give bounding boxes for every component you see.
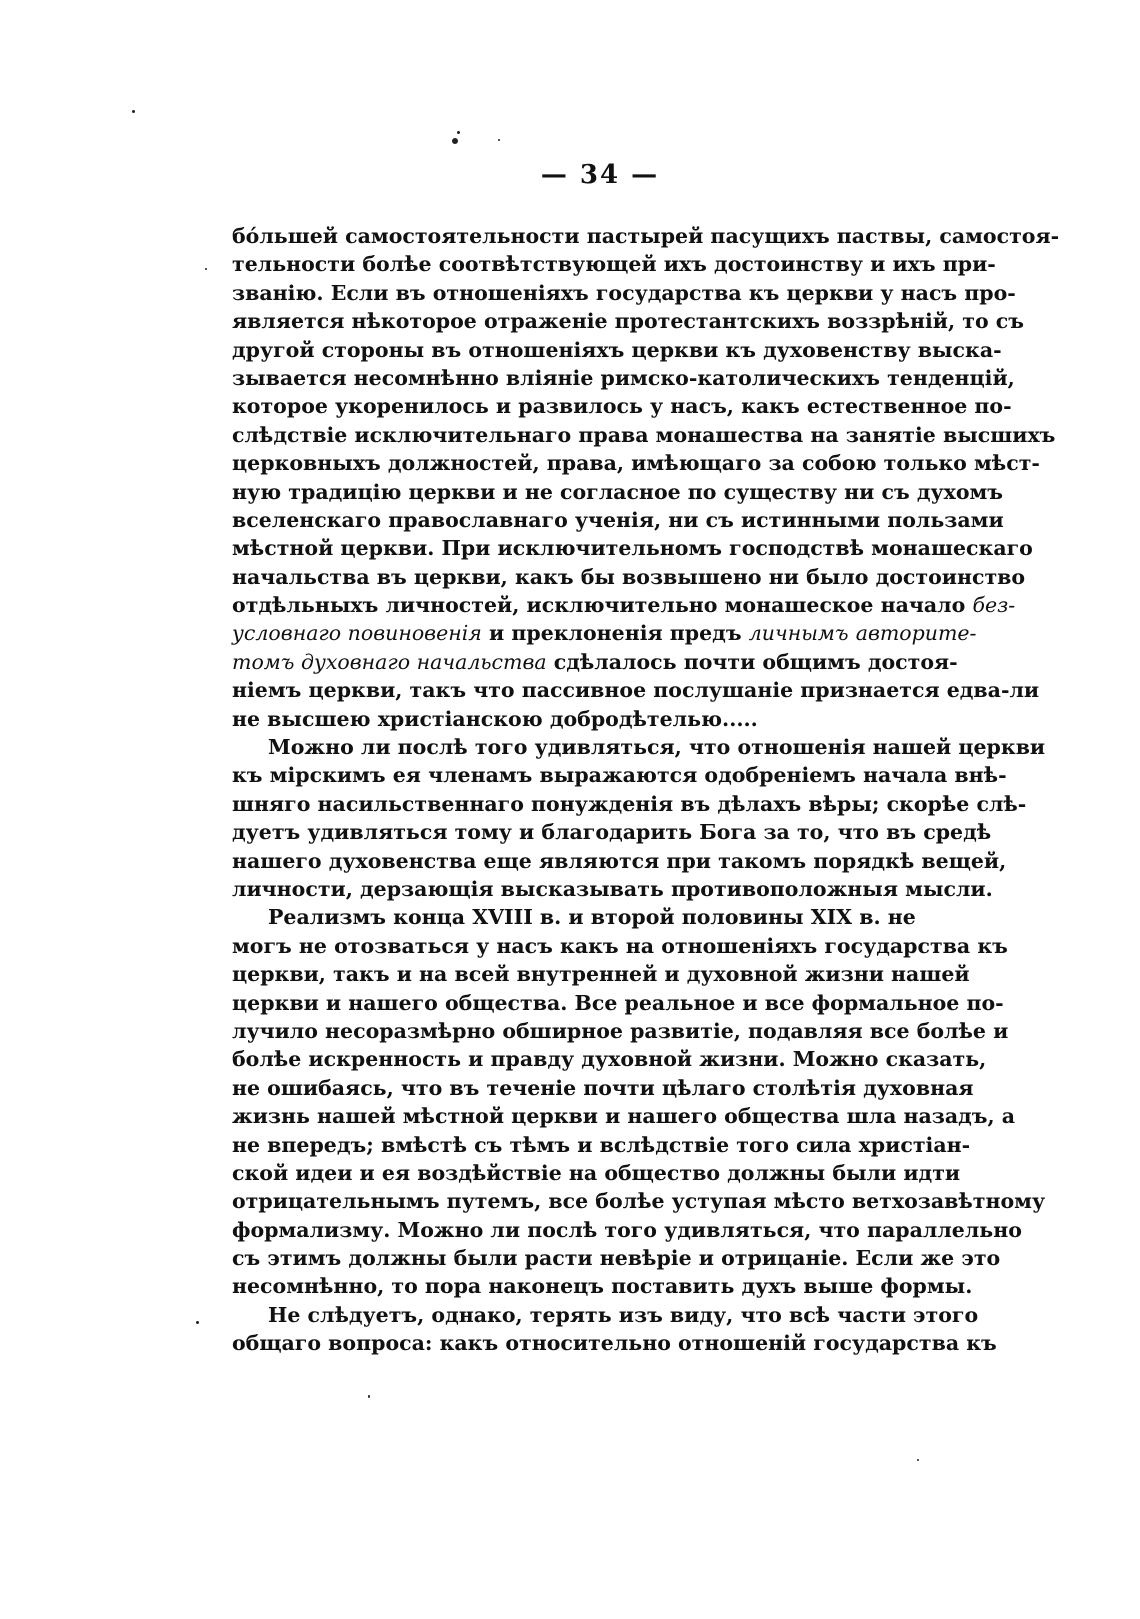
text-line: не ошибаясь, что въ теченіе почти цѣлаго столѣтія духовная xyxy=(232,1075,974,1100)
text-line: не впередъ; вмѣстѣ съ тѣмъ и вслѣдствіе того сила христіан- xyxy=(232,1132,971,1157)
text-line: отрицательнымъ путемъ, все болѣе уступая мѣсто ветхозавѣтному xyxy=(232,1189,1046,1214)
scan-speck xyxy=(205,268,207,270)
text-line: мѣстной церкви. При исключительномъ господствѣ монашескаго xyxy=(232,536,1033,561)
text-line: слѣдствіе исключительнаго права монашества на занятіе высшихъ xyxy=(232,422,1056,447)
text-line: личности, дерзающія высказывать противоположныя мысли. xyxy=(232,876,993,901)
italic-segment: условнаго повиновенія xyxy=(232,621,482,646)
scan-speck xyxy=(452,138,458,144)
italic-segment: без- xyxy=(972,593,1016,618)
text-line: церкви, такъ и на всей внутренней и духовной жизни нашей xyxy=(232,962,970,987)
text-line: лучило несоразмѣрно обширное развитіе, подавляя все болѣе и xyxy=(232,1018,1009,1043)
text-segment: сдѣлалось почти общимъ достоя- xyxy=(553,649,958,674)
italic-segment: личнымъ xyxy=(748,621,849,646)
text-line: съ этимъ должны были расти невѣріе и отрицаніе. Если же это xyxy=(232,1246,1001,1271)
body-text xyxy=(232,222,1060,1358)
italic-segment: авторите- xyxy=(855,621,977,646)
scan-speck xyxy=(457,131,460,134)
text-line: тельности болѣе соотвѣтствующей ихъ достоинству и ихъ при- xyxy=(232,252,996,277)
text-line: Реализмъ конца XVIII в. и второй половины XIX в. не xyxy=(268,905,916,930)
text-line: начальства въ церкви, какъ бы возвышено ни было достоинство xyxy=(232,564,1026,589)
text-line: которое укоренилось и развилось у насъ, какъ естественное по- xyxy=(232,394,1012,419)
text-line: церковныхъ должностей, права, имѣющаго за собою только мѣст- xyxy=(232,451,1040,476)
scan-speck xyxy=(498,139,500,141)
text-line: другой стороны въ отношеніяхъ церкви къ духовенству выска- xyxy=(232,337,1002,362)
text-line xyxy=(232,591,1016,619)
text-line: нашего духовенства еще являются при такомъ порядкѣ вещей, xyxy=(232,848,1007,873)
text-line: Не слѣдуетъ, однако, терять изъ виду, что всѣ части этого xyxy=(268,1302,979,1327)
text-line: жизнь нашей мѣстной церкви и нашего общества шла назадъ, а xyxy=(232,1104,1016,1129)
scan-speck xyxy=(196,1321,199,1324)
text-line: зывается несомнѣнно вліяніе римско-католическихъ тенденцій, xyxy=(232,365,1015,390)
text-segment: отдѣльныхъ личностей, исключительно монашеское начало xyxy=(232,593,966,618)
text-line: формализму. Можно ли послѣ того удивляться, что параллельно xyxy=(232,1217,1022,1242)
text-line: общаго вопроса: какъ относительно отношеній государства къ xyxy=(232,1331,997,1356)
text-line: къ мірскимъ ея членамъ выражаются одобреніемъ начала внѣ- xyxy=(232,763,1007,788)
scan-speck xyxy=(917,1459,919,1461)
text-line: болѣе искренность и правду духовной жизни. Можно сказать, xyxy=(232,1047,987,1072)
text-line xyxy=(232,619,977,647)
text-line: званію. Если въ отношеніяхъ государства къ церкви у насъ про- xyxy=(232,280,1016,305)
text-line: ніемъ церкви, такъ что пассивное послушаніе признается едва-ли xyxy=(232,678,1040,703)
text-line: могъ не отозваться у насъ какъ на отношеніяхъ государства къ xyxy=(232,933,1008,958)
text-line: вселенскаго православнаго ученія, ни съ истинными пользами xyxy=(232,507,1004,532)
text-line xyxy=(232,648,958,676)
text-line: Можно ли послѣ того удивляться, что отношенія нашей церкви xyxy=(268,735,1046,760)
text-line: ской идеи и ея воздѣйствіе на общество должны были идти xyxy=(232,1160,961,1185)
text-segment: и преклоненія предъ xyxy=(489,621,742,646)
text-line: церкви и нашего общества. Все реальное и все формальное по- xyxy=(232,990,1004,1015)
scan-speck xyxy=(368,1395,370,1398)
text-line: шняго насильственнаго понужденія въ дѣлахъ вѣры; скорѣе слѣ- xyxy=(232,791,1027,816)
scan-speck xyxy=(132,110,135,113)
text-line: ную традицію церкви и не согласное по существу ни съ духомъ xyxy=(232,479,1004,504)
text-line: несомнѣнно, то пора наконецъ поставить духъ выше формы. xyxy=(232,1274,973,1299)
text-line: дуетъ удивляться тому и благодарить Бога за то, что въ средѣ xyxy=(232,820,992,845)
page-number: — 34 — xyxy=(540,160,660,190)
text-line: не высшею христіанскою добродѣтелью..... xyxy=(232,706,758,731)
italic-segment: томъ духовнаго начальства xyxy=(232,649,547,674)
text-line: является нѣкоторое отраженіе протестантскихъ воззрѣній, то съ xyxy=(232,309,1024,334)
text-line: бо́льшей самостоятельности пастырей пасущихъ паствы, самостоя- xyxy=(232,224,1060,248)
